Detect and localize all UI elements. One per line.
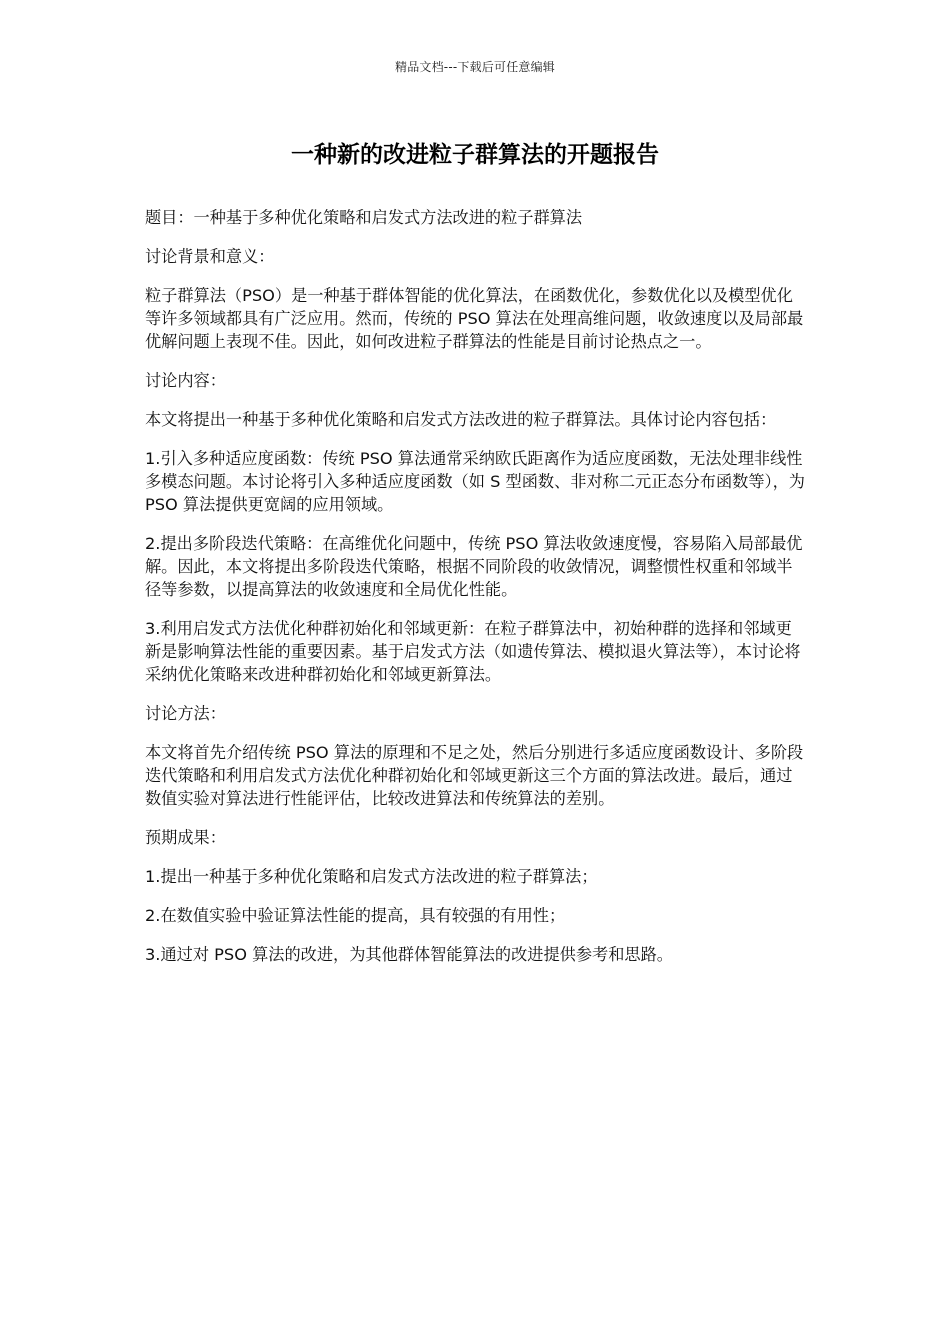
document-body — [145, 206, 807, 982]
topic-paragraph: 题目：一种基于多种优化策略和启发式方法改进的粒子群算法 — [145, 208, 583, 227]
background-heading: 讨论背景和意义： — [145, 247, 275, 266]
content-item-2: 2.提出多阶段迭代策略：在高维优化问题中，传统 PSO 算法收敛速度慢，容易陷入局部最优解。因此，本文将提出多阶段迭代策略，根据不同阶段的收敛情况，调整惯性权重和邻域半径等参数，以提高算法的收敛速度和全局优化性能。 — [145, 534, 803, 599]
content-intro-paragraph: 本文将提出一种基于多种优化策略和启发式方法改进的粒子群算法。具体讨论内容包括： — [145, 410, 777, 429]
document-title: 一种新的改进粒子群算法的开题报告 — [291, 142, 659, 168]
content-heading: 讨论内容： — [145, 371, 226, 390]
content-item-3: 3.利用启发式方法优化种群初始化和邻域更新：在粒子群算法中，初始种群的选择和邻域更新是影响算法性能的重要因素。基于启发式方法（如遗传算法、模拟退火算法等），本讨论将采纳优化策略来改进种群初始化和邻域更新算法。 — [145, 619, 801, 684]
background-paragraph: 粒子群算法（PSO）是一种基于群体智能的优化算法，在函数优化，参数优化以及模型优化等许多领域都具有广泛应用。然而，传统的 PSO 算法在处理高维问题，收敛速度以及局部最优解问题上表现不佳。因此，如何改进粒子群算法的性能是目前讨论热点之一。 — [145, 286, 804, 351]
header-note: 精品文档---下载后可任意编辑 — [395, 60, 555, 74]
outcome-heading: 预期成果： — [145, 828, 226, 847]
content-item-1: 1.引入多种适应度函数：传统 PSO 算法通常采纳欧氏距离作为适应度函数，无法处理非线性多模态问题。本讨论将引入多种适应度函数（如 S 型函数、非对称二元正态分布函数等），为 PSO 算法提供更宽阔的应用领域。 — [145, 449, 805, 514]
outcome-item-2: 2.在数值实验中验证算法性能的提高，具有较强的有用性； — [145, 906, 566, 925]
method-paragraph: 本文将首先介绍传统 PSO 算法的原理和不足之处，然后分别进行多适应度函数设计、多阶段迭代策略和利用启发式方法优化种群初始化和邻域更新这三个方面的算法改进。最后，通过数值实验对算法进行性能评估，比较改进算法和传统算法的差别。 — [145, 743, 804, 808]
outcome-item-1: 1.提出一种基于多种优化策略和启发式方法改进的粒子群算法； — [145, 867, 598, 886]
outcome-item-3: 3.通过对 PSO 算法的改进，为其他群体智能算法的改进提供参考和思路。 — [145, 945, 673, 964]
method-heading: 讨论方法： — [145, 704, 226, 723]
